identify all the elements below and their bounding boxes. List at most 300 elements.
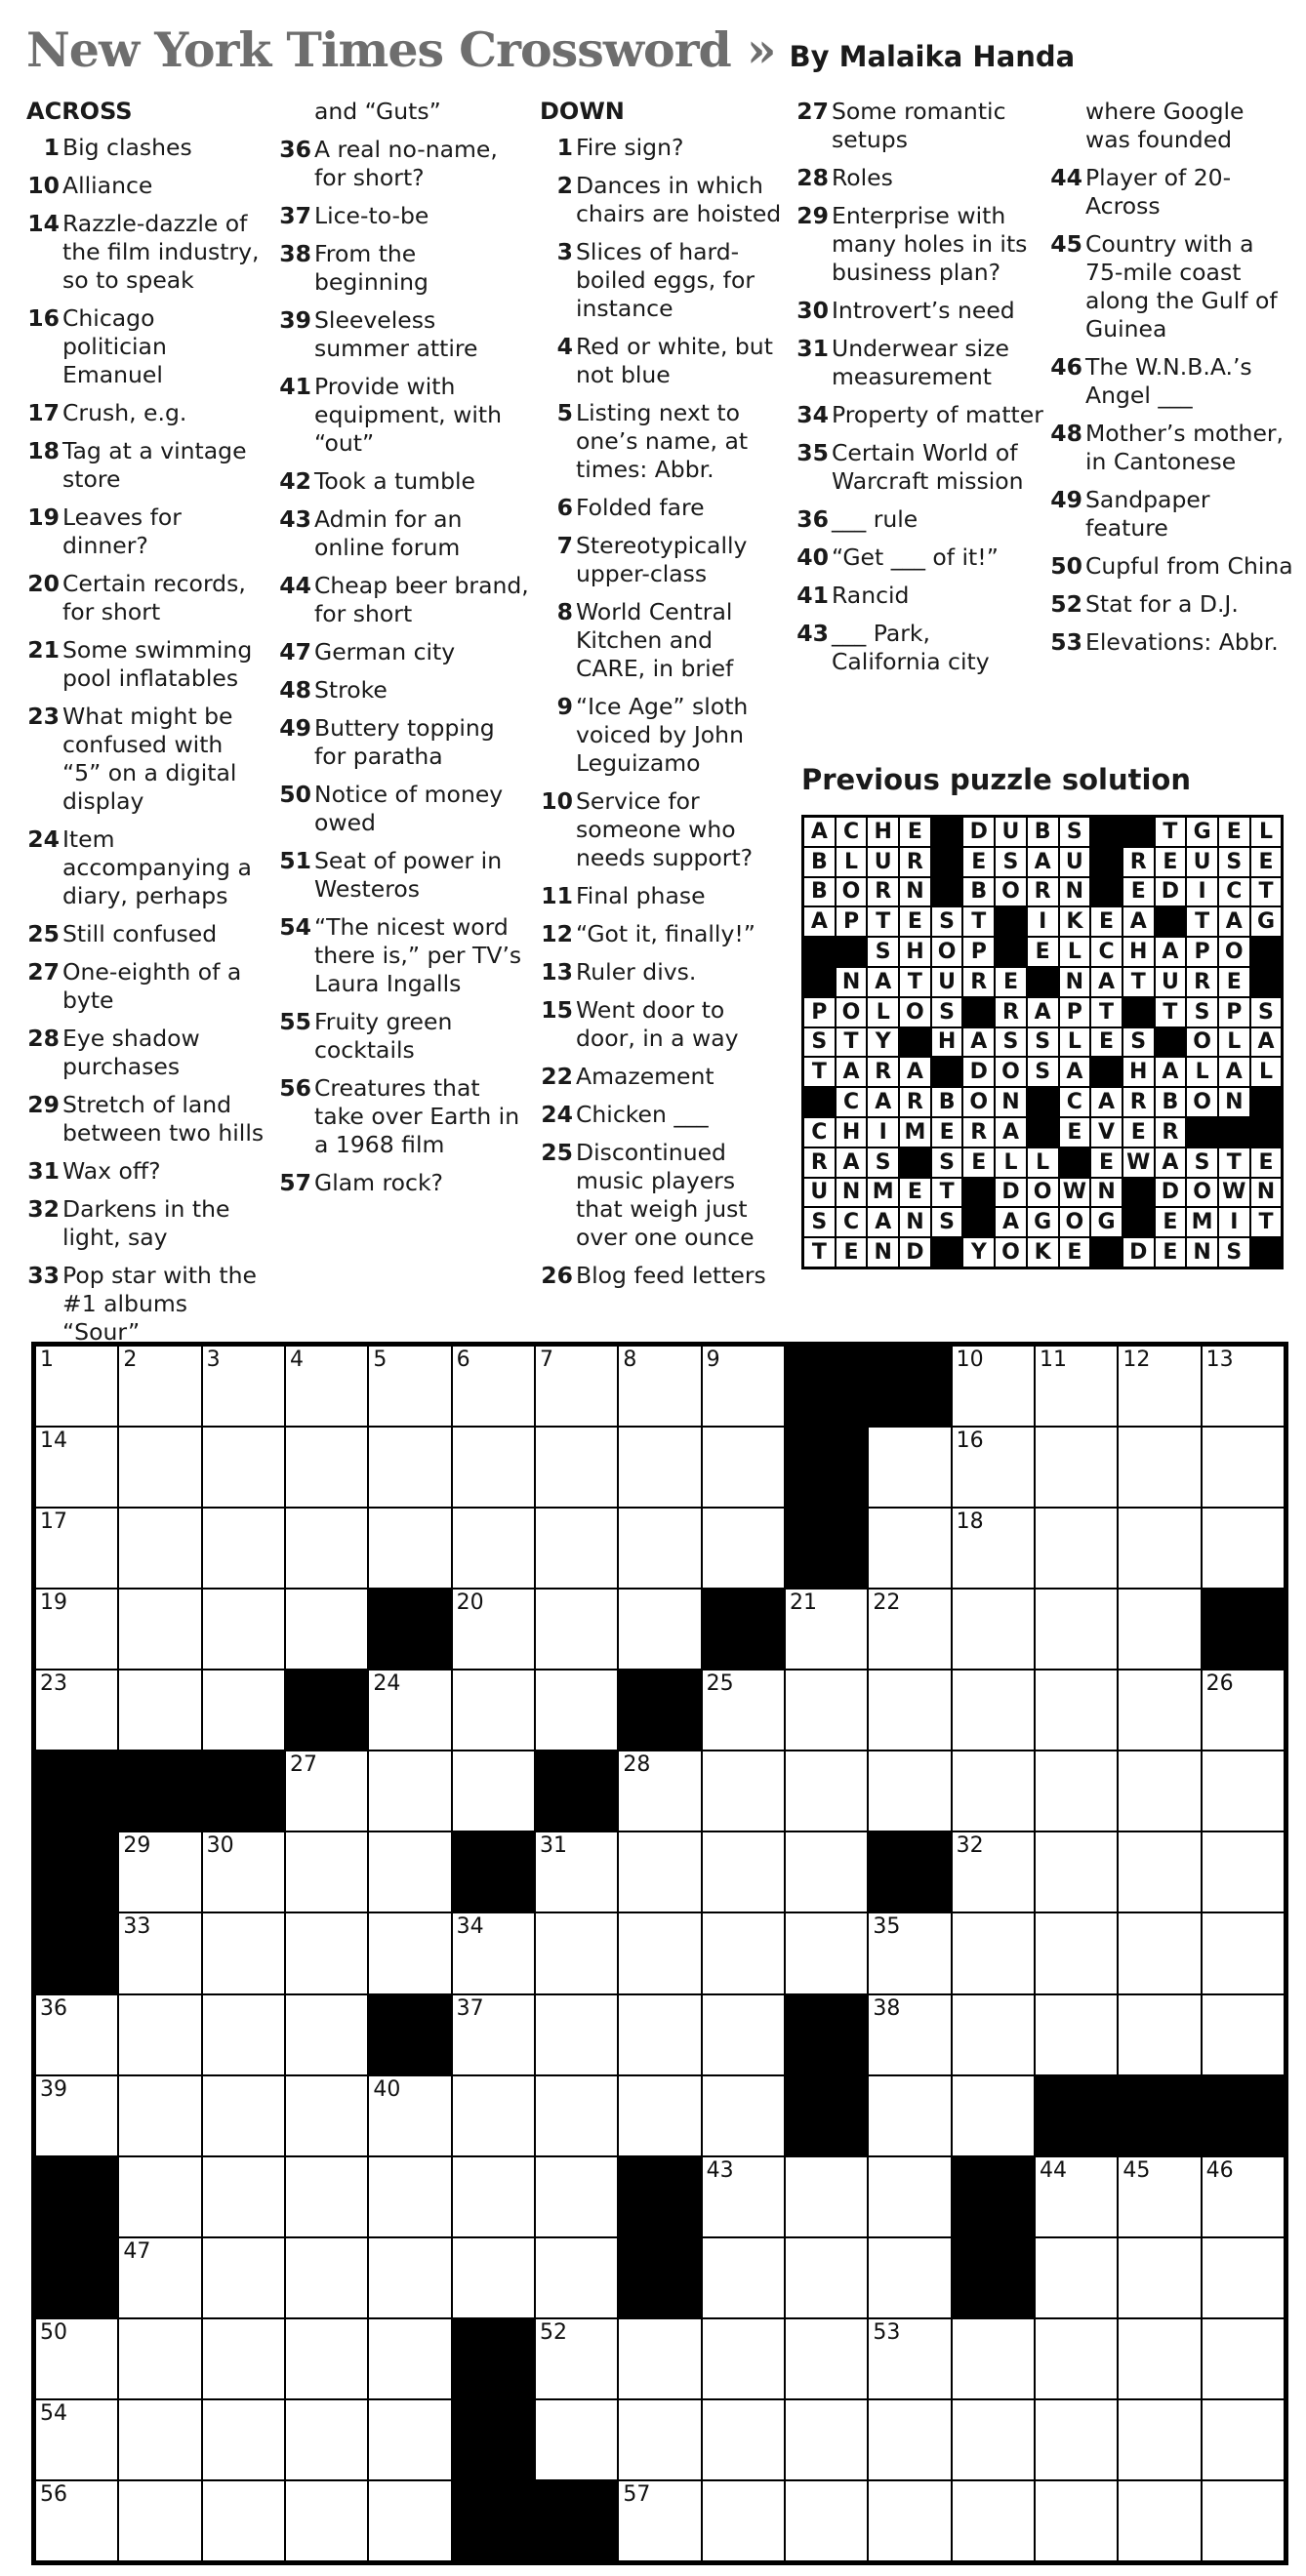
grid-cell[interactable] [118,1589,201,1670]
grid-cell[interactable] [1118,1831,1201,1912]
grid-cell[interactable] [702,1831,785,1912]
grid-cell[interactable] [285,2156,368,2237]
grid-cell[interactable] [1035,2156,1118,2237]
grid-cell[interactable] [368,2156,451,2237]
grid-cell[interactable] [1118,1508,1201,1589]
grid-cell[interactable] [618,2075,701,2156]
grid-cell[interactable] [868,2075,951,2156]
grid-cell[interactable] [618,1589,701,1670]
grid-cell[interactable] [285,1994,368,2075]
clue-text: Underwear size measurement [832,335,1009,390]
grid-cell[interactable] [285,2237,368,2318]
clue-text: Mother’s mother, in Cantonese [1085,420,1285,475]
solution-block [962,997,995,1027]
grid-cell[interactable] [702,1912,785,1993]
grid-cell[interactable] [618,1912,701,1993]
grid-cell[interactable] [535,2075,618,2156]
clue [540,399,789,484]
grid-cell[interactable] [1202,2318,1285,2399]
grid-cell[interactable] [118,1508,201,1589]
solution-letter: E [1155,1207,1187,1237]
clue-text: Amazement [576,1063,714,1090]
grid-cell[interactable] [618,1346,701,1427]
grid-cell[interactable] [868,1912,951,1993]
grid-cell[interactable] [618,1751,701,1831]
clue-number: 15 [541,996,573,1024]
grid-cell[interactable] [1035,2399,1118,2480]
clue [1049,590,1293,619]
grid-cell[interactable] [535,1589,618,1670]
grid-cell[interactable] [202,2237,285,2318]
solution-letter: I [867,1117,899,1147]
grid-cell[interactable] [702,2156,785,2237]
grid-cell[interactable] [1118,1346,1201,1427]
grid-cell[interactable] [868,1751,951,1831]
grid-cell[interactable] [702,2318,785,2399]
grid-cell[interactable] [35,1427,118,1508]
grid-cell[interactable] [868,2156,951,2237]
grid-cell[interactable] [702,1427,785,1508]
clue-number: 26 [541,1262,573,1289]
grid-cell[interactable] [1202,1346,1285,1427]
clue [540,1101,789,1129]
grid-cell[interactable] [1202,2156,1285,2237]
grid-cell[interactable] [118,1670,201,1751]
grid-cell[interactable] [952,1670,1035,1751]
grid-cell[interactable] [702,1346,785,1427]
grid-cell[interactable] [1202,1912,1285,1993]
grid-cell[interactable] [35,1346,118,1427]
clue [278,714,532,771]
grid-cell[interactable] [535,2318,618,2399]
grid-cell[interactable] [202,1912,285,1993]
clue [26,1157,265,1186]
grid-cell[interactable] [1118,1912,1201,1993]
solution-letter: C [836,817,868,847]
clue-number: 11 [541,882,573,909]
clue-number: 55 [279,1008,311,1035]
grid-cell[interactable] [618,1427,701,1508]
solution-letter: E [1250,847,1283,877]
grid-cell[interactable] [702,1994,785,2075]
clue-number: 44 [279,572,311,599]
clue-text: What might be confused with “5” on a digital display [62,703,237,815]
grid-cell[interactable] [1035,1346,1118,1427]
grid-cell[interactable] [118,1831,201,1912]
grid-cell[interactable] [535,1427,618,1508]
grid-cell[interactable] [118,2399,201,2480]
grid-cell[interactable] [202,1994,285,2075]
grid-cell[interactable] [868,2399,951,2480]
solution-letter: H [867,817,899,847]
grid-cell[interactable] [702,2075,785,2156]
grid-cell[interactable] [35,1994,118,2075]
grid-cell[interactable] [285,2480,368,2561]
grid-cell[interactable] [202,1831,285,1912]
grid-cell[interactable] [952,1508,1035,1589]
solution-letter: R [867,1057,899,1087]
grid-cell[interactable] [868,2318,951,2399]
grid-cell[interactable] [1118,1589,1201,1670]
grid-cell[interactable] [118,2480,201,2561]
grid-cell[interactable] [702,1751,785,1831]
grid-block [285,1670,368,1751]
across-column-1 [26,98,265,1356]
cell-number: 32 [956,1833,984,1859]
grid-cell[interactable] [618,2318,701,2399]
cell-number: 9 [706,1348,720,1372]
grid-cell[interactable] [1202,1994,1285,2075]
cell-number: 7 [540,1348,553,1372]
grid-cell[interactable] [702,2480,785,2561]
grid-cell[interactable] [368,2399,451,2480]
grid-cell[interactable] [618,1994,701,2075]
grid-cell[interactable] [202,2480,285,2561]
solution-letter: A [1027,997,1059,1027]
grid-cell[interactable] [868,2480,951,2561]
clue-number: 9 [556,693,573,720]
clue [278,781,532,837]
grid-cell[interactable] [785,2318,868,2399]
grid-cell[interactable] [452,1427,535,1508]
solution-letter: H [1122,937,1155,967]
grid-cell[interactable] [285,2318,368,2399]
clue-number: 22 [541,1063,573,1090]
solution-block [1186,1117,1218,1147]
grid-cell[interactable] [785,1831,868,1912]
grid-cell[interactable] [702,1508,785,1589]
grid-cell[interactable] [285,1751,368,1831]
grid-cell[interactable] [1035,1427,1118,1508]
grid-cell[interactable] [535,1994,618,2075]
grid-cell[interactable] [35,1508,118,1589]
grid-cell[interactable] [1118,2156,1201,2237]
grid-cell[interactable] [285,1346,368,1427]
grid-cell[interactable] [35,2480,118,2561]
grid-cell[interactable] [118,1994,201,2075]
clue-text: Some swimming pool inflatables [62,636,253,692]
grid-cell[interactable] [285,1427,368,1508]
solution-letter: C [836,1087,868,1117]
grid-cell[interactable] [785,2237,868,2318]
cell-number: 45 [1122,2157,1151,2183]
grid-cell[interactable] [452,1346,535,1427]
cell-number: 43 [706,2157,734,2183]
solution-letter: E [1059,1117,1091,1147]
grid-cell[interactable] [1035,1751,1118,1831]
cell-number: 16 [956,1429,984,1454]
solution-letter: M [899,1117,931,1147]
grid-cell[interactable] [202,2156,285,2237]
grid-cell[interactable] [1118,1994,1201,2075]
grid-cell[interactable] [452,2156,535,2237]
grid-cell[interactable] [535,1670,618,1751]
grid-cell[interactable] [452,1589,535,1670]
grid-cell[interactable] [1035,2237,1118,2318]
clue-text: Property of matter [832,401,1043,428]
grid-cell[interactable] [952,1912,1035,1993]
clue-number: 31 [796,335,829,362]
solution-letter: D [899,1237,931,1268]
grid-cell[interactable] [368,1427,451,1508]
grid-cell[interactable] [202,1346,285,1427]
grid-cell[interactable] [1118,2237,1201,2318]
grid-cell[interactable] [118,2237,201,2318]
grid-cell[interactable] [202,1508,285,1589]
grid-cell[interactable] [368,2075,451,2156]
solution-block [1122,817,1155,847]
grid-cell[interactable] [368,1346,451,1427]
grid-block [535,2480,618,2561]
solution-letter: A [867,1207,899,1237]
grid-cell[interactable] [785,1912,868,1993]
grid-cell[interactable] [118,2318,201,2399]
solution-letter: T [803,1057,836,1087]
clue-text: Eye shadow purchases [62,1025,200,1080]
clue [1049,420,1293,476]
clue [796,335,1044,391]
grid-cell[interactable] [952,2075,1035,2156]
grid-cell[interactable] [452,1670,535,1751]
grid-cell[interactable] [35,1589,118,1670]
grid-block [35,1751,118,1831]
grid-cell[interactable] [202,1427,285,1508]
grid-cell[interactable] [785,2480,868,2561]
grid-cell[interactable] [785,2399,868,2480]
grid-cell[interactable] [35,2318,118,2399]
grid-cell[interactable] [368,2318,451,2399]
solution-letter: M [867,1178,899,1208]
grid-cell[interactable] [368,1831,451,1912]
grid-cell[interactable] [202,1670,285,1751]
clue-text: Sleeveless summer attire [314,306,478,362]
clue-text: Notice of money owed [314,781,504,836]
grid-cell[interactable] [368,1508,451,1589]
grid-cell[interactable] [285,1831,368,1912]
grid-cell[interactable] [35,1670,118,1751]
grid-cell[interactable] [35,2399,118,2480]
grid-cell[interactable] [1202,2237,1285,2318]
grid-cell[interactable] [118,2075,201,2156]
grid-cell[interactable] [1035,1994,1118,2075]
grid-block [452,2399,535,2480]
solution-letter: S [803,1027,836,1058]
grid-cell[interactable] [618,1508,701,1589]
solution-letter: S [1186,1147,1218,1178]
grid-cell[interactable] [452,2075,535,2156]
grid-cell[interactable] [868,1670,951,1751]
solution-letter: N [1059,877,1091,907]
grid-cell[interactable] [118,2156,201,2237]
grid-cell[interactable] [952,1994,1035,2075]
solution-block [931,817,963,847]
grid-cell[interactable] [368,1670,451,1751]
solution-letter: O [962,1087,995,1117]
grid-cell[interactable] [202,2399,285,2480]
grid-cell[interactable] [285,1508,368,1589]
grid-block [535,1751,618,1831]
clue [26,920,265,948]
solution-letter: U [1186,847,1218,877]
cell-number: 14 [40,1429,67,1454]
grid-cell[interactable] [868,1508,951,1589]
grid-cell[interactable] [118,1912,201,1993]
solution-letter: T [1218,1147,1250,1178]
solution-letter: E [1059,1237,1091,1268]
grid-cell[interactable] [452,2237,535,2318]
clue [26,1262,265,1347]
clue-text: Ruler divs. [576,958,697,986]
grid-cell[interactable] [535,1912,618,1993]
grid-cell[interactable] [1035,1508,1118,1589]
solution-letter: E [1155,847,1187,877]
grid-cell[interactable] [1202,1831,1285,1912]
grid-cell[interactable] [452,1508,535,1589]
cell-number: 36 [40,1995,67,2021]
grid-cell[interactable] [285,1912,368,1993]
grid-cell[interactable] [618,2399,701,2480]
clue-number: 53 [1050,628,1082,656]
grid-cell[interactable] [702,2399,785,2480]
grid-cell[interactable] [785,1751,868,1831]
grid-cell[interactable] [702,1670,785,1751]
solution-letter: N [899,1207,931,1237]
grid-cell[interactable] [952,1751,1035,1831]
grid-cell[interactable] [535,1346,618,1427]
grid-block [785,2075,868,2156]
solution-letter: A [836,1057,868,1087]
grid-cell[interactable] [202,1589,285,1670]
grid-cell[interactable] [285,2075,368,2156]
grid-cell[interactable] [535,2237,618,2318]
clue-text: Fire sign? [576,134,684,161]
grid-cell[interactable] [868,1994,951,2075]
clue-number: 50 [279,781,311,808]
solution-letter: S [995,847,1027,877]
grid-cell[interactable] [285,1589,368,1670]
clue-text: Dances in which chairs are hoisted [576,172,782,227]
grid-cell[interactable] [868,2237,951,2318]
grid-cell[interactable] [535,1508,618,1589]
grid-cell[interactable] [368,2237,451,2318]
clue [26,958,265,1015]
grid-cell[interactable] [952,1427,1035,1508]
grid-cell[interactable] [952,2399,1035,2480]
solution-letter: A [1155,937,1187,967]
grid-cell[interactable] [1118,2318,1201,2399]
grid-cell[interactable] [368,1912,451,1993]
clue-number: 37 [279,202,311,229]
solution-letter: L [1250,1057,1283,1087]
solution-letter: M [1186,1207,1218,1237]
grid-cell[interactable] [1035,1589,1118,1670]
grid-cell[interactable] [952,1346,1035,1427]
grid-cell[interactable] [785,1670,868,1751]
grid-cell[interactable] [1035,1831,1118,1912]
clue-text: Folded fare [576,494,705,521]
clue [540,172,789,228]
grid-cell[interactable] [1202,1427,1285,1508]
grid-cell[interactable] [868,1427,951,1508]
grid-cell[interactable] [35,2075,118,2156]
grid-cell[interactable] [535,2156,618,2237]
grid-cell[interactable] [785,2156,868,2237]
grid-block [1118,2075,1201,2156]
clue-text: From the beginning [314,240,429,296]
grid-cell[interactable] [452,1751,535,1831]
grid-cell[interactable] [535,1831,618,1912]
grid-cell[interactable] [952,1831,1035,1912]
grid-cell[interactable] [702,2237,785,2318]
grid-cell[interactable] [1035,1670,1118,1751]
clue-number: 50 [1050,552,1082,580]
grid-cell[interactable] [368,1751,451,1831]
grid-cell[interactable] [285,2399,368,2480]
grid-cell[interactable] [1118,1670,1201,1751]
grid-cell[interactable] [1035,2480,1118,2561]
grid-cell[interactable] [118,1346,201,1427]
solution-letter: N [1250,1178,1283,1208]
solution-letter: S [995,1027,1027,1058]
solution-letter: W [1059,1178,1091,1208]
grid-block [35,2237,118,2318]
grid-cell[interactable] [1118,1751,1201,1831]
grid-block [952,2237,1035,2318]
grid-cell[interactable] [1035,1912,1118,1993]
grid-cell[interactable] [868,1589,951,1670]
solution-letter: T [962,906,995,937]
solution-letter: L [1027,1147,1059,1178]
clue-text: Enterprise with many holes in its business plan? [832,202,1028,286]
grid-cell[interactable] [535,2399,618,2480]
grid-cell[interactable] [118,1427,201,1508]
clue-text: Country with a 75-mile coast along the Gulf of Guinea [1085,230,1278,342]
grid-cell[interactable] [1035,2318,1118,2399]
solution-letter: T [1090,997,1122,1027]
grid-cell[interactable] [1202,2399,1285,2480]
grid-cell[interactable] [1118,1427,1201,1508]
solution-block [995,937,1027,967]
solution-block [836,937,868,967]
clue-text: Slices of hard-boiled eggs, for instance [576,238,755,322]
clue-continuation: and “Guts” [314,98,441,125]
grid-cell[interactable] [1202,1508,1285,1589]
grid-cell[interactable] [452,1912,535,1993]
grid-cell[interactable] [202,2318,285,2399]
solution-letter: A [1027,847,1059,877]
grid-cell[interactable] [1202,1751,1285,1831]
grid-cell[interactable] [952,2480,1035,2561]
grid-cell[interactable] [618,1831,701,1912]
grid-cell[interactable] [618,2480,701,2561]
clue-number: 33 [27,1262,60,1289]
grid-cell[interactable] [785,1589,868,1670]
grid-cell[interactable] [202,2075,285,2156]
grid-cell[interactable] [1202,1670,1285,1751]
grid-cell[interactable] [1118,2480,1201,2561]
clue [540,134,789,162]
grid-cell[interactable] [952,1589,1035,1670]
grid-cell[interactable] [1118,2399,1201,2480]
grid-cell[interactable] [1202,2480,1285,2561]
solution-block [1122,997,1155,1027]
grid-cell[interactable] [952,2318,1035,2399]
clue [26,437,265,494]
cell-number: 50 [40,2319,67,2345]
clue-text: Took a tumble [314,467,475,495]
grid-cell[interactable] [452,1994,535,2075]
grid-cell[interactable] [368,2480,451,2561]
